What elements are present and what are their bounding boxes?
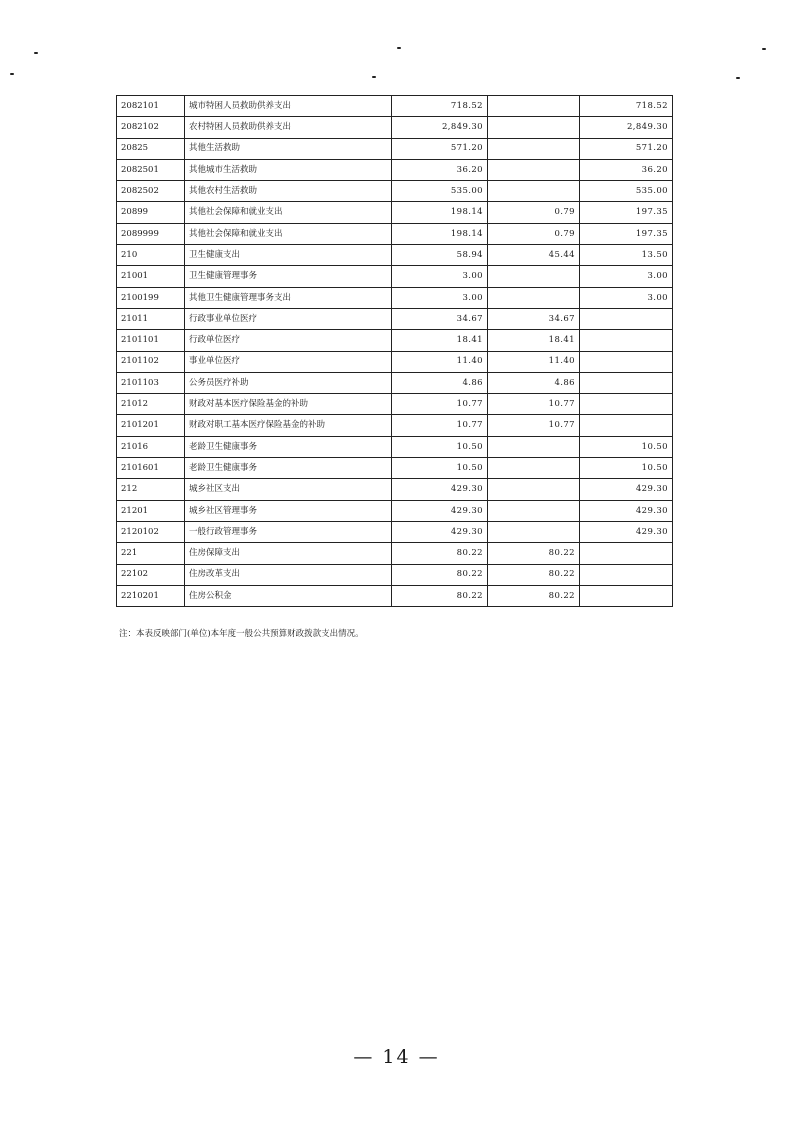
total-amount-cell: 429.30 (392, 500, 488, 521)
table-row (117, 458, 673, 479)
total-amount-cell: 429.30 (392, 479, 488, 500)
table-row (117, 351, 673, 372)
subject-name-cell: 卫生健康支出 (185, 245, 392, 266)
subject-name-cell: 其他社会保障和就业支出 (185, 223, 392, 244)
total-amount-cell: 34.67 (392, 308, 488, 329)
project-expenditure-cell (580, 415, 673, 436)
basic-expenditure-cell: 10.77 (488, 415, 580, 436)
total-amount-cell: 429.30 (392, 521, 488, 542)
total-amount-cell: 198.14 (392, 223, 488, 244)
scan-speck (372, 76, 376, 78)
table-row (117, 521, 673, 542)
subject-code-cell: 2120102 (117, 521, 185, 542)
subject-name-cell: 住房保障支出 (185, 543, 392, 564)
project-expenditure-cell: 2,849.30 (580, 117, 673, 138)
subject-name-cell: 老龄卫生健康事务 (185, 458, 392, 479)
project-expenditure-cell: 197.35 (580, 223, 673, 244)
table-row (117, 436, 673, 457)
subject-code-cell: 2100199 (117, 287, 185, 308)
project-expenditure-cell (580, 308, 673, 329)
subject-code-cell: 2101601 (117, 458, 185, 479)
table-row (117, 266, 673, 287)
subject-name-cell: 其他农村生活救助 (185, 181, 392, 202)
subject-code-cell: 2082102 (117, 117, 185, 138)
project-expenditure-cell: 10.50 (580, 458, 673, 479)
basic-expenditure-cell (488, 458, 580, 479)
subject-code-cell: 2101103 (117, 372, 185, 393)
project-expenditure-cell: 10.50 (580, 436, 673, 457)
total-amount-cell: 80.22 (392, 585, 488, 606)
subject-code-cell: 2082501 (117, 159, 185, 180)
scan-speck (397, 47, 401, 49)
basic-expenditure-cell: 0.79 (488, 223, 580, 244)
project-expenditure-cell: 197.35 (580, 202, 673, 223)
table-row (117, 245, 673, 266)
table-row (117, 372, 673, 393)
subject-code-cell: 2210201 (117, 585, 185, 606)
subject-name-cell: 其他社会保障和就业支出 (185, 202, 392, 223)
subject-code-cell: 2101101 (117, 330, 185, 351)
project-expenditure-cell (580, 351, 673, 372)
expenditure-table-body (117, 96, 673, 607)
basic-expenditure-cell (488, 521, 580, 542)
table-row (117, 564, 673, 585)
basic-expenditure-cell: 80.22 (488, 585, 580, 606)
subject-code-cell: 22102 (117, 564, 185, 585)
project-expenditure-cell (580, 543, 673, 564)
table-row (117, 202, 673, 223)
basic-expenditure-cell: 80.22 (488, 564, 580, 585)
subject-code-cell: 2089999 (117, 223, 185, 244)
table-row (117, 330, 673, 351)
project-expenditure-cell (580, 585, 673, 606)
basic-expenditure-cell (488, 266, 580, 287)
project-expenditure-cell: 535.00 (580, 181, 673, 202)
page-number: — 14 — (353, 1046, 440, 1068)
table-row (117, 308, 673, 329)
total-amount-cell: 198.14 (392, 202, 488, 223)
total-amount-cell: 18.41 (392, 330, 488, 351)
project-expenditure-cell: 429.30 (580, 479, 673, 500)
basic-expenditure-cell: 34.67 (488, 308, 580, 329)
subject-name-cell: 事业单位医疗 (185, 351, 392, 372)
total-amount-cell: 10.77 (392, 415, 488, 436)
subject-name-cell: 住房改革支出 (185, 564, 392, 585)
table-row (117, 159, 673, 180)
table-row (117, 138, 673, 159)
table-row (117, 543, 673, 564)
table-note: 注：本表反映部门(单位)本年度一般公共预算财政拨款支出情况。 (119, 629, 364, 639)
table-row (117, 287, 673, 308)
basic-expenditure-cell: 0.79 (488, 202, 580, 223)
total-amount-cell: 11.40 (392, 351, 488, 372)
table-row (117, 585, 673, 606)
basic-expenditure-cell: 80.22 (488, 543, 580, 564)
total-amount-cell: 535.00 (392, 181, 488, 202)
project-expenditure-cell: 429.30 (580, 521, 673, 542)
project-expenditure-cell (580, 564, 673, 585)
subject-name-cell: 卫生健康管理事务 (185, 266, 392, 287)
basic-expenditure-cell (488, 287, 580, 308)
total-amount-cell: 10.50 (392, 458, 488, 479)
table-row (117, 181, 673, 202)
total-amount-cell: 718.52 (392, 96, 488, 117)
basic-expenditure-cell (488, 117, 580, 138)
basic-expenditure-cell: 18.41 (488, 330, 580, 351)
subject-name-cell: 行政单位医疗 (185, 330, 392, 351)
project-expenditure-cell: 3.00 (580, 266, 673, 287)
subject-name-cell: 财政对基本医疗保险基金的补助 (185, 394, 392, 415)
subject-name-cell: 城乡社区管理事务 (185, 500, 392, 521)
total-amount-cell: 58.94 (392, 245, 488, 266)
subject-code-cell: 2082101 (117, 96, 185, 117)
subject-code-cell: 21016 (117, 436, 185, 457)
project-expenditure-cell (580, 372, 673, 393)
basic-expenditure-cell (488, 159, 580, 180)
scan-speck (34, 52, 38, 54)
table-row (117, 96, 673, 117)
total-amount-cell: 4.86 (392, 372, 488, 393)
project-expenditure-cell: 13.50 (580, 245, 673, 266)
project-expenditure-cell: 429.30 (580, 500, 673, 521)
basic-expenditure-cell (488, 436, 580, 457)
basic-expenditure-cell (488, 96, 580, 117)
total-amount-cell: 3.00 (392, 287, 488, 308)
scan-speck (762, 48, 766, 50)
subject-code-cell: 21001 (117, 266, 185, 287)
subject-code-cell: 212 (117, 479, 185, 500)
table-row (117, 394, 673, 415)
total-amount-cell: 2,849.30 (392, 117, 488, 138)
basic-expenditure-cell (488, 500, 580, 521)
project-expenditure-cell (580, 394, 673, 415)
basic-expenditure-cell: 11.40 (488, 351, 580, 372)
project-expenditure-cell: 3.00 (580, 287, 673, 308)
scan-speck (10, 73, 14, 75)
total-amount-cell: 571.20 (392, 138, 488, 159)
expenditure-table (116, 95, 673, 607)
project-expenditure-cell: 36.20 (580, 159, 673, 180)
subject-code-cell: 2101102 (117, 351, 185, 372)
subject-name-cell: 公务员医疗补助 (185, 372, 392, 393)
table-row (117, 479, 673, 500)
project-expenditure-cell: 571.20 (580, 138, 673, 159)
table-row (117, 500, 673, 521)
subject-code-cell: 21011 (117, 308, 185, 329)
subject-name-cell: 城市特困人员救助供养支出 (185, 96, 392, 117)
subject-name-cell: 财政对职工基本医疗保险基金的补助 (185, 415, 392, 436)
project-expenditure-cell (580, 330, 673, 351)
subject-name-cell: 住房公积金 (185, 585, 392, 606)
subject-name-cell: 农村特困人员救助供养支出 (185, 117, 392, 138)
total-amount-cell: 80.22 (392, 564, 488, 585)
subject-code-cell: 21201 (117, 500, 185, 521)
total-amount-cell: 10.50 (392, 436, 488, 457)
project-expenditure-cell: 718.52 (580, 96, 673, 117)
basic-expenditure-cell: 45.44 (488, 245, 580, 266)
table-row (117, 223, 673, 244)
scan-speck (736, 77, 740, 79)
total-amount-cell: 10.77 (392, 394, 488, 415)
total-amount-cell: 80.22 (392, 543, 488, 564)
subject-code-cell: 2082502 (117, 181, 185, 202)
subject-code-cell: 20899 (117, 202, 185, 223)
subject-code-cell: 210 (117, 245, 185, 266)
subject-code-cell: 221 (117, 543, 185, 564)
subject-name-cell: 其他卫生健康管理事务支出 (185, 287, 392, 308)
subject-name-cell: 城乡社区支出 (185, 479, 392, 500)
basic-expenditure-cell (488, 138, 580, 159)
basic-expenditure-cell (488, 181, 580, 202)
basic-expenditure-cell: 10.77 (488, 394, 580, 415)
subject-code-cell: 20825 (117, 138, 185, 159)
subject-name-cell: 其他生活救助 (185, 138, 392, 159)
table-row (117, 415, 673, 436)
subject-code-cell: 2101201 (117, 415, 185, 436)
subject-code-cell: 21012 (117, 394, 185, 415)
subject-name-cell: 行政事业单位医疗 (185, 308, 392, 329)
subject-name-cell: 一般行政管理事务 (185, 521, 392, 542)
total-amount-cell: 36.20 (392, 159, 488, 180)
subject-name-cell: 老龄卫生健康事务 (185, 436, 392, 457)
table-row (117, 117, 673, 138)
subject-name-cell: 其他城市生活救助 (185, 159, 392, 180)
basic-expenditure-cell (488, 479, 580, 500)
basic-expenditure-cell: 4.86 (488, 372, 580, 393)
total-amount-cell: 3.00 (392, 266, 488, 287)
